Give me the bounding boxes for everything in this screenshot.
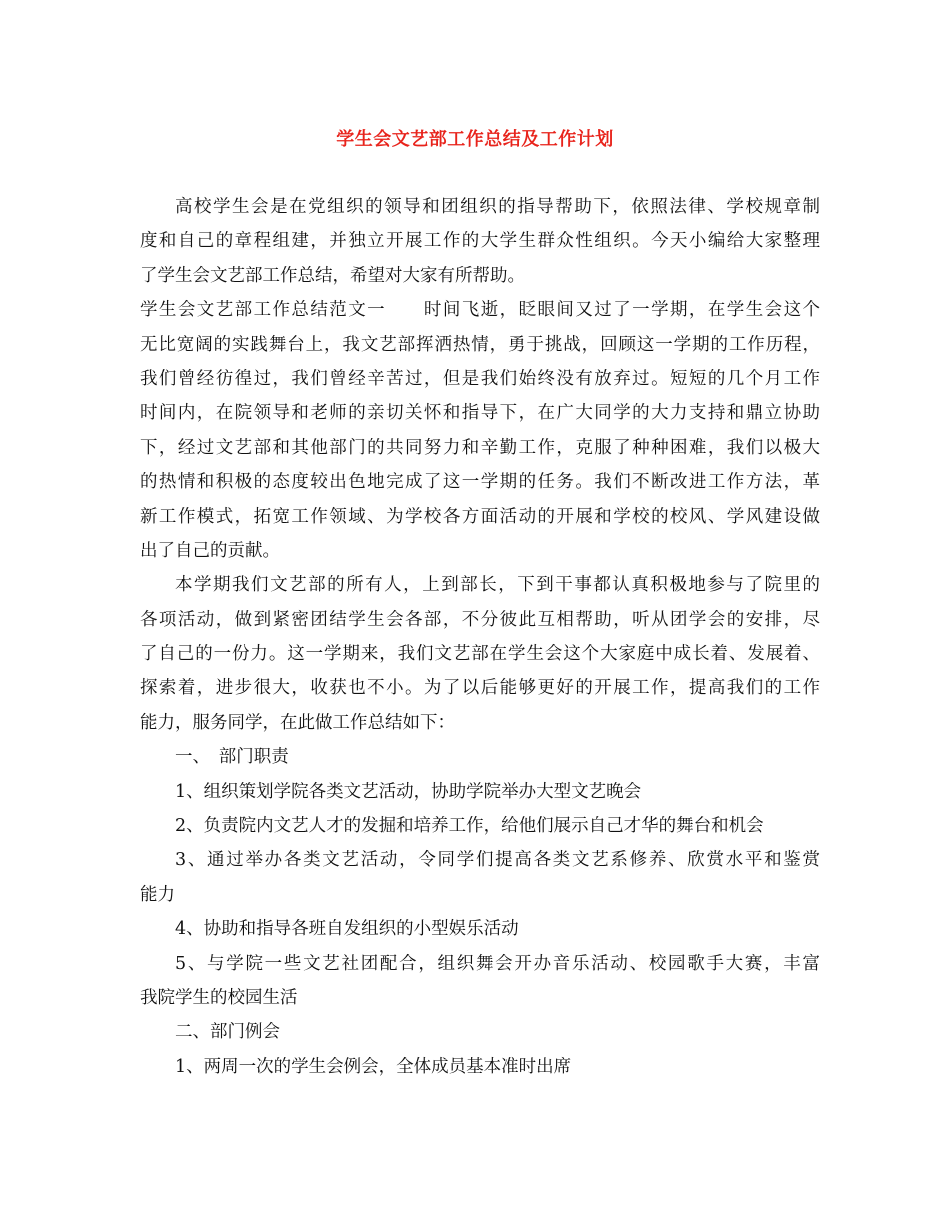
paragraph-line: 了自己的一份力。这一学期来，我们文艺部在学生会这个大家庭中成长着、发展着、 <box>140 644 820 665</box>
list-item: 5、与学院一些文艺社团配合，组织舞会开办音乐活动、校园歌手大赛，丰富 <box>175 953 820 974</box>
list-item: 1、两周一次的学生会例会，全体成员基本准时出席 <box>175 1056 572 1077</box>
paragraph-line: 度和自己的章程组建，并独立开展工作的大学生群众性组织。今天小编给大家整理 <box>140 231 820 252</box>
section-heading: 一、 部门职责 <box>175 747 289 768</box>
list-item-continuation: 我院学生的校园生活 <box>140 987 298 1008</box>
paragraph-line: 各项活动，做到紧密团结学生会各部，不分彼此互相帮助，听从团学会的安排，尽 <box>140 609 820 630</box>
paragraph-line: 了学生会文艺部工作总结，希望对大家有所帮助。 <box>140 265 525 286</box>
section-heading: 二、部门例会 <box>175 1022 280 1043</box>
paragraph-line: 本学期我们文艺部的所有人，上到部长，下到干事都认真积极地参与了院里的 <box>175 575 820 596</box>
paragraph-line: 高校学生会是在党组织的领导和团组织的指导帮助下，依照法律、学校规章制 <box>175 197 820 217</box>
paragraph-line: 无比宽阔的实践舞台上，我文艺部挥洒热情，勇于挑战，回顾这一学期的工作历程， <box>140 334 820 355</box>
paragraph-line: 学生会文艺部工作总结范文一 时间飞逝，眨眼间又过了一学期，在学生会这个 <box>140 300 820 321</box>
list-item: 1、组织策划学院各类文艺活动，协助学院举办大型文艺晚会 <box>175 781 642 802</box>
paragraph-line: 时间内，在院领导和老师的亲切关怀和指导下，在广大同学的大力支持和鼎立协助 <box>140 403 820 424</box>
paragraph-line: 的热情和积极的态度较出色地完成了这一学期的任务。我们不断改进工作方法，革 <box>140 472 820 493</box>
paragraph-line: 新工作模式，拓宽工作领域、为学校各方面活动的开展和学校的校风、学风建设做 <box>140 506 820 527</box>
list-item: 3、通过举办各类文艺活动，令同学们提高各类文艺系修养、欣赏水平和鉴赏 <box>175 850 820 871</box>
document-title: 学生会文艺部工作总结及工作计划 <box>336 129 614 150</box>
document-body <box>140 190 820 1084</box>
list-item: 4、协助和指导各班自发组织的小型娱乐活动 <box>175 919 519 940</box>
list-item: 2、负责院内文艺人才的发掘和培养工作，给他们展示自己才华的舞台和机会 <box>175 816 764 837</box>
paragraph-line: 出了自己的贡献。 <box>140 540 280 561</box>
paragraph-line: 能力，服务同学，在此做工作总结如下： <box>140 712 455 733</box>
paragraph-line: 下，经过文艺部和其他部门的共同努力和辛勤工作，克服了种种困难，我们以极大 <box>140 437 820 458</box>
paragraph-line: 我们曾经彷徨过，我们曾经辛苦过，但是我们始终没有放弃过。短短的几个月工作 <box>140 368 820 389</box>
paragraph-line: 探索着，进步很大，收获也不小。为了以后能够更好的开展工作，提高我们的工作 <box>140 678 820 699</box>
list-item-continuation: 能力 <box>140 884 175 905</box>
